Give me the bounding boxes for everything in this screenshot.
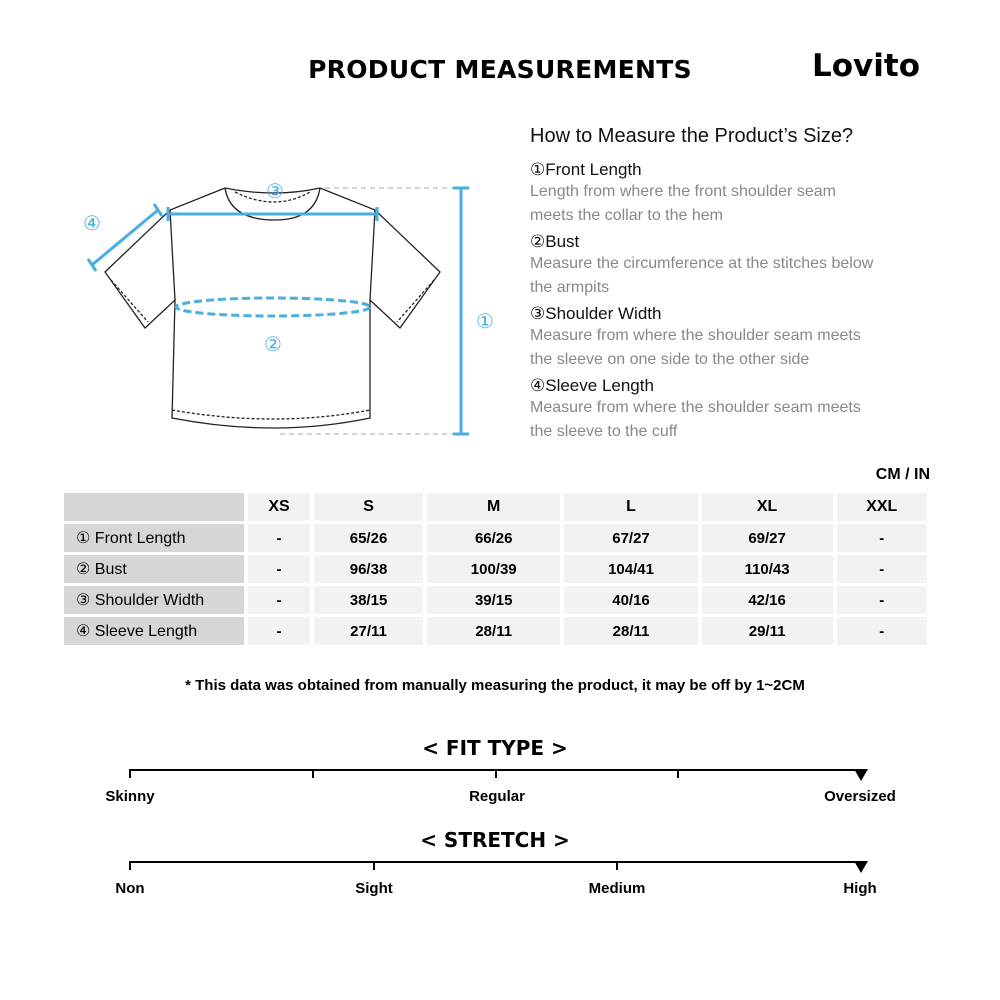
table-cell: 40/16 (564, 586, 697, 614)
stretch-title: < STRETCH > (420, 828, 570, 852)
stretch-tick (129, 861, 131, 870)
desc-line: the sleeve on one side to the other side (530, 351, 810, 368)
marker-front-length: ① (476, 309, 494, 333)
desc-line: the armpits (530, 279, 610, 296)
stretch-label-high: High (843, 880, 877, 897)
table-cell: - (248, 617, 310, 645)
howto-item-title: ④Sleeve Length (530, 376, 654, 395)
fit-type-label-regular: Regular (469, 788, 525, 805)
fit-type-selected-marker-icon (854, 769, 868, 781)
table-row (64, 555, 927, 583)
table-corner (64, 493, 244, 521)
desc-line: Measure from where the shoulder seam meets (530, 327, 861, 344)
table-cell: 29/11 (702, 617, 833, 645)
row-label: ④ Sleeve Length (64, 617, 244, 645)
table-cell: 66/26 (427, 524, 560, 552)
table-cell: 27/11 (314, 617, 423, 645)
measurement-note: * This data was obtained from manually measuring the product, it may be off by 1~2CM (185, 677, 805, 694)
howto-item-desc (530, 396, 950, 444)
brand-logo: Lovito (811, 48, 920, 84)
stretch-selected-marker-icon (854, 861, 868, 873)
stretch-tick (616, 861, 618, 870)
table-row (64, 586, 927, 614)
table-cell: - (248, 524, 310, 552)
table-cell: - (837, 524, 927, 552)
column-header: L (564, 493, 697, 521)
fit-type-tick (129, 769, 131, 778)
table-cell: - (248, 586, 310, 614)
table-cell: 100/39 (427, 555, 560, 583)
tshirt-diagram (70, 170, 510, 450)
fit-type-tick (495, 769, 497, 778)
column-header: S (314, 493, 423, 521)
stretch-tick (373, 861, 375, 870)
table-cell: 104/41 (564, 555, 697, 583)
howto-item-desc (530, 324, 950, 372)
fit-type-title: < FIT TYPE > (422, 736, 568, 760)
howto-item-desc (530, 180, 950, 228)
fit-type-label-skinny: Skinny (105, 788, 155, 805)
desc-line: Measure the circumference at the stitches below (530, 255, 874, 272)
table-cell: 110/43 (702, 555, 833, 583)
size-table (60, 490, 931, 648)
table-row (64, 617, 927, 645)
howto-item-title: ①Front Length (530, 160, 642, 179)
table-cell: 96/38 (314, 555, 423, 583)
table-cell: - (837, 586, 927, 614)
stretch-label-medium: Medium (588, 880, 646, 897)
table-header-row (64, 493, 927, 521)
fit-type-tick (677, 769, 679, 778)
how-to-measure-section (530, 125, 950, 448)
stretch-label-sight: Sight (355, 880, 393, 897)
table-cell: - (837, 617, 927, 645)
table-cell: - (248, 555, 310, 583)
table-cell: - (837, 555, 927, 583)
marker-sleeve-length: ④ (83, 211, 101, 235)
howto-item-title: ②Bust (530, 232, 580, 251)
table-cell: 38/15 (314, 586, 423, 614)
table-cell: 39/15 (427, 586, 560, 614)
stretch-scale-line (130, 861, 862, 863)
howto-heading: How to Measure the Product’s Size? (530, 125, 854, 147)
desc-line: meets the collar to the hem (530, 207, 723, 224)
row-label: ① Front Length (64, 524, 244, 552)
row-label: ② Bust (64, 555, 244, 583)
page-title: PRODUCT MEASUREMENTS (308, 55, 692, 84)
row-label: ③ Shoulder Width (64, 586, 244, 614)
stretch-label-non: Non (115, 880, 145, 897)
table-cell: 65/26 (314, 524, 423, 552)
howto-item-desc (530, 252, 950, 300)
table-row (64, 524, 927, 552)
table-cell: 42/16 (702, 586, 833, 614)
column-header: XS (248, 493, 310, 521)
table-cell: 69/27 (702, 524, 833, 552)
table-cell: 67/27 (564, 524, 697, 552)
unit-label: CM / IN (875, 466, 930, 483)
column-header: M (427, 493, 560, 521)
desc-line: the sleeve to the cuff (530, 423, 678, 440)
marker-bust: ② (264, 332, 282, 356)
table-cell: 28/11 (427, 617, 560, 645)
table-cell: 28/11 (564, 617, 697, 645)
marker-shoulder-width: ③ (266, 179, 284, 203)
desc-line: Length from where the front shoulder seam (530, 183, 836, 200)
howto-item-title: ③Shoulder Width (530, 304, 662, 323)
column-header: XL (702, 493, 833, 521)
fit-type-tick (312, 769, 314, 778)
column-header: XXL (837, 493, 927, 521)
desc-line: Measure from where the shoulder seam meets (530, 399, 861, 416)
fit-type-label-oversized: Oversized (824, 788, 896, 805)
